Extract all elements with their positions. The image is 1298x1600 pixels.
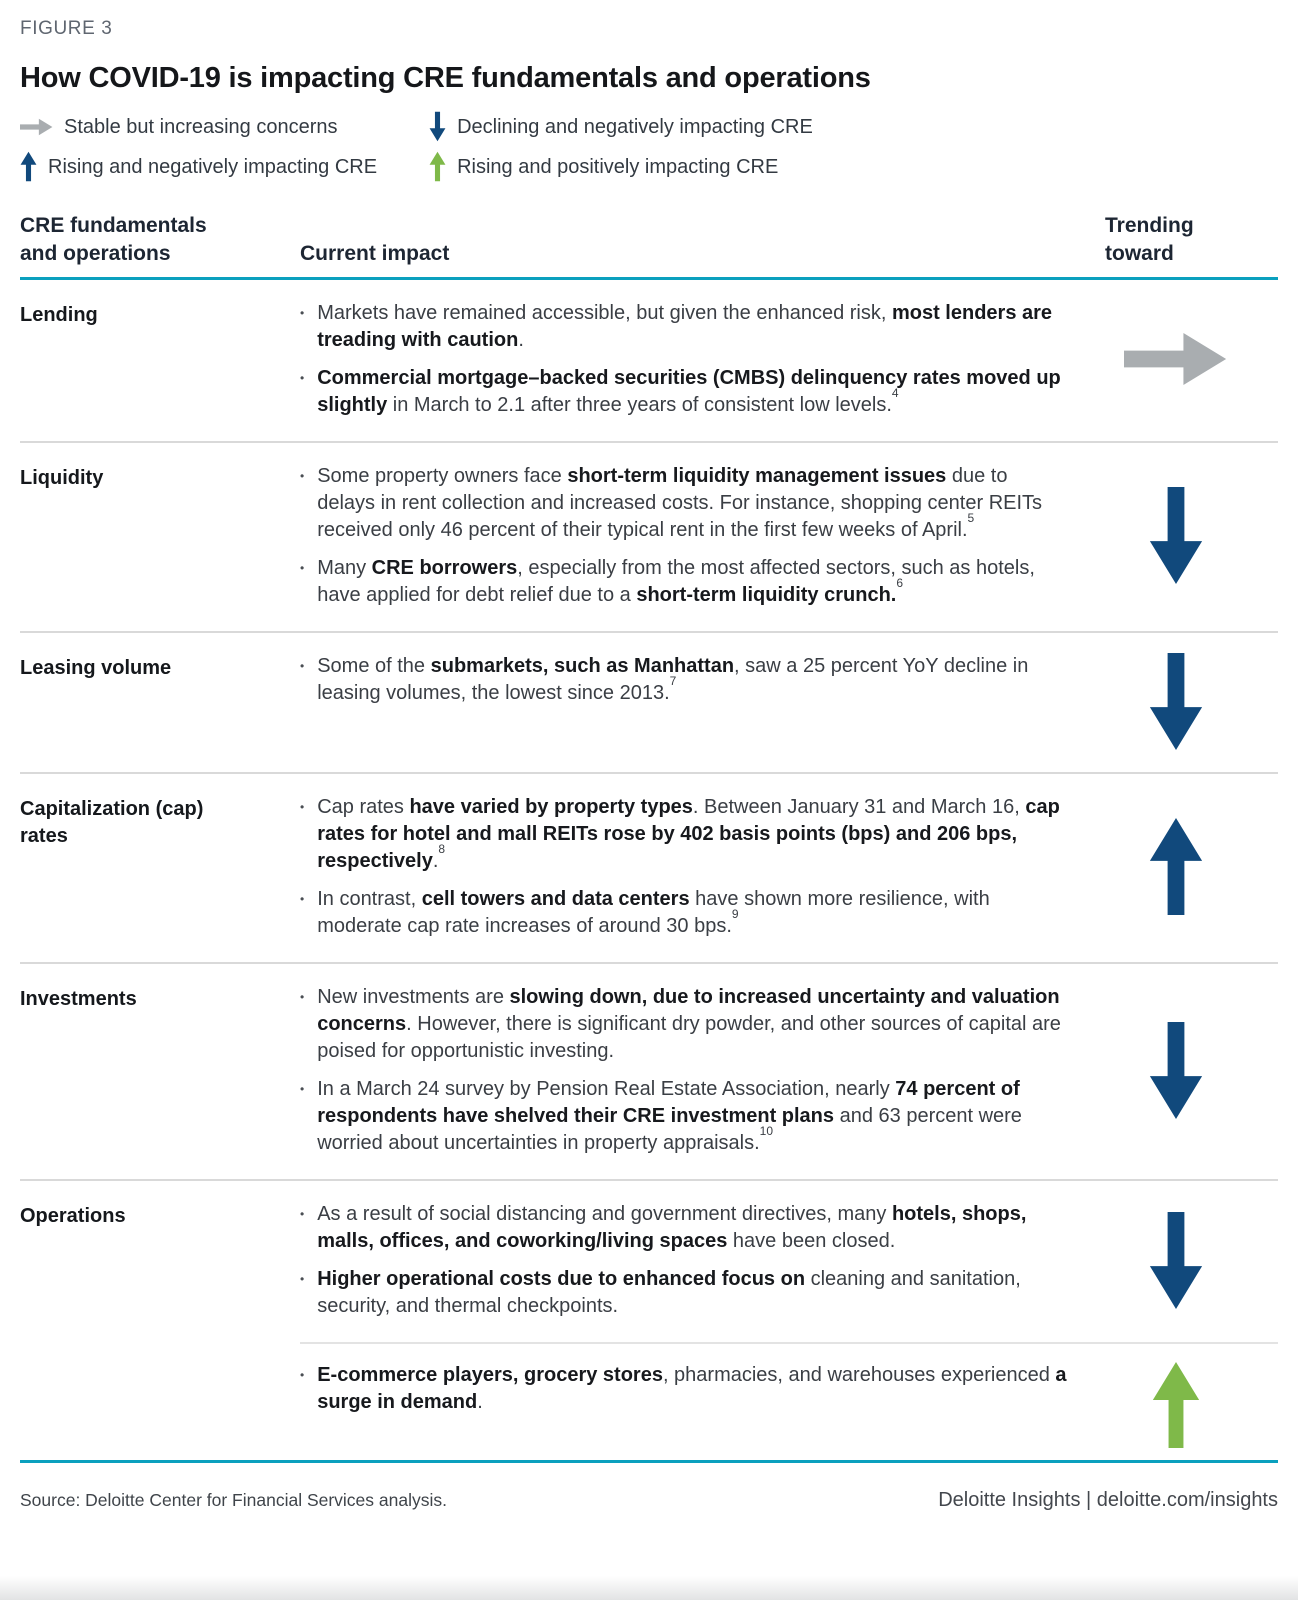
- current-impact-cell: [300, 463, 1078, 609]
- legend-item-label: Rising and negatively impacting CRE: [48, 155, 378, 178]
- down-arrow-icon: [1148, 1212, 1204, 1309]
- table-row: [20, 1179, 1278, 1342]
- bullet-icon: •: [300, 1271, 305, 1286]
- page-title: How COVID-19 is impacting CRE fundamentals and operations: [20, 62, 871, 94]
- legend-item-label: Rising and positively impacting CRE: [457, 155, 779, 178]
- bullet-icon: •: [300, 1206, 305, 1221]
- legend-item: [429, 111, 813, 142]
- bullet-item: [300, 984, 1068, 1065]
- bullet-text: As a result of social distancing and government directives, many hotels, shops, malls, offices, and coworking/living spaces have been closed.: [317, 1202, 1027, 1252]
- bullet-item: [300, 886, 1068, 940]
- current-impact-cell: [300, 794, 1078, 940]
- current-impact-cell: [300, 1362, 1078, 1438]
- table-row: [20, 631, 1278, 772]
- bullet-icon: •: [300, 1367, 305, 1382]
- current-impact-cell: [300, 300, 1078, 419]
- trending-cell: [1078, 653, 1273, 750]
- row-label-cell: [20, 1201, 300, 1320]
- bullet-item: [300, 794, 1068, 875]
- right-arrow-icon: [20, 118, 53, 136]
- up-arrow-icon: [429, 151, 446, 182]
- table-body: [20, 280, 1278, 1463]
- up-arrow-icon: [1151, 1362, 1201, 1448]
- table-row: [20, 1342, 1278, 1460]
- bullet-text: Many CRE borrowers, especially from the most affected sectors, such as hotels, have applied for debt relief due to a short-term liquidity crunch.$^6$: [317, 556, 1035, 606]
- up-arrow-icon: [1148, 818, 1204, 915]
- legend-item-label: Stable but increasing concerns: [64, 115, 338, 138]
- source-note: Source: Deloitte Center for Financial Services analysis.: [20, 1489, 447, 1510]
- down-arrow-icon: [1148, 653, 1204, 750]
- column-header-fundamentals: CRE fundamentals and operations: [20, 214, 207, 265]
- trending-cell: [1078, 984, 1273, 1157]
- row-label-cell: [20, 794, 300, 940]
- bullet-item: [300, 365, 1068, 419]
- down-arrow-icon: [429, 111, 446, 142]
- row-label: Liquidity: [20, 466, 104, 489]
- bullet-icon: •: [300, 658, 305, 673]
- table-row: [20, 772, 1278, 962]
- row-label-cell: [20, 984, 300, 1157]
- trending-cell: [1078, 1362, 1273, 1438]
- bullet-text: E-commerce players, grocery stores, pharmacies, and warehouses experienced a surge in demand.: [317, 1363, 1067, 1413]
- footer: [0, 1463, 1298, 1512]
- bullet-item: [300, 463, 1068, 544]
- bullet-item: [300, 1201, 1068, 1255]
- trending-cell: [1078, 300, 1273, 419]
- bullet-item: [300, 653, 1068, 707]
- column-header-trending-toward: Trending toward: [1105, 214, 1194, 265]
- bullet-text: Markets have remained accessible, but given the enhanced risk, most lenders are treading with caution.: [317, 301, 1053, 351]
- trending-cell: [1078, 794, 1273, 940]
- up-arrow-icon: [20, 151, 37, 182]
- table-row: [20, 280, 1278, 441]
- row-label-cell: [20, 653, 300, 750]
- bullet-icon: •: [300, 305, 305, 320]
- legend-item-label: Declining and negatively impacting CRE: [457, 115, 813, 138]
- bullet-item: [300, 300, 1068, 354]
- bullet-text: In contrast, cell towers and data centers have shown more resilience, with moderate cap rate increases of around 30 bps.$^9$: [317, 887, 990, 937]
- bullet-icon: •: [300, 891, 305, 906]
- row-label-cell: [20, 1362, 300, 1438]
- legend: [20, 111, 1278, 182]
- row-label: Investments: [20, 987, 137, 1010]
- column-header-current-impact: Current impact: [300, 241, 450, 265]
- bullet-icon: •: [300, 468, 305, 483]
- bullet-text: Commercial mortgage–backed securities (CMBS) delinquency rates moved up slightly in March to 2.1 after three years of consistent low levels.$^4$: [317, 366, 1061, 416]
- row-label-cell: [20, 463, 300, 609]
- legend-item: [20, 151, 377, 182]
- bullet-item: [300, 1266, 1068, 1320]
- bullet-item: [300, 1362, 1068, 1416]
- row-label: Operations: [20, 1204, 126, 1227]
- deloitte-insights-brand: Deloitte Insights | deloitte.com/insights: [938, 1488, 1278, 1511]
- bullet-text: Some of the submarkets, such as Manhattan, saw a 25 percent YoY decline in leasing volumes, the lowest since 2013.$^7$: [317, 654, 1029, 704]
- legend-item: [429, 151, 813, 182]
- bullet-text: Some property owners face short-term liquidity management issues due to delays in rent collection and increased costs. For instance, shopping center REITs received only 46 percent of their typical rent in the first few weeks of April.$^5$: [317, 464, 1043, 541]
- trending-cell: [1078, 1201, 1273, 1320]
- current-impact-cell: [300, 984, 1078, 1157]
- bullet-text: In a March 24 survey by Pension Real Estate Association, nearly 74 percent of respondents have shelved their CRE investment plans and 63 percent were worried about uncertainties in property appraisals.$^{10}$: [317, 1077, 1022, 1154]
- bullet-icon: •: [300, 370, 305, 385]
- down-arrow-icon: [1148, 487, 1204, 584]
- bullet-item: [300, 555, 1068, 609]
- bullet-icon: •: [300, 799, 305, 814]
- trending-cell: [1078, 463, 1273, 609]
- table-header-row: [20, 212, 1278, 280]
- bullet-icon: •: [300, 1081, 305, 1096]
- row-label: Lending: [20, 303, 98, 326]
- bullet-item: [300, 1076, 1068, 1157]
- figure-label: FIGURE 3: [20, 18, 113, 39]
- bullet-icon: •: [300, 989, 305, 1004]
- row-label-cell: [20, 300, 300, 419]
- row-label: Leasing volume: [20, 656, 172, 679]
- right-arrow-icon: [1124, 331, 1228, 387]
- current-impact-cell: [300, 653, 1078, 750]
- legend-item: [20, 111, 377, 142]
- table-row: [20, 441, 1278, 631]
- current-impact-cell: [300, 1201, 1078, 1320]
- bullet-icon: •: [300, 560, 305, 575]
- bullet-text: Cap rates have varied by property types. Between January 31 and March 16, cap rates for hotel and mall REITs rose by 402 basis points (bps) and 206 bps, respectively.$^8$: [317, 795, 1060, 872]
- table-row: [20, 962, 1278, 1179]
- row-label: Capitalization (cap) rates: [20, 797, 204, 847]
- bullet-text: Higher operational costs due to enhanced focus on cleaning and sanitation, security, and thermal checkpoints.: [317, 1267, 1021, 1317]
- bottom-gradient-band: [0, 1576, 1298, 1600]
- bullet-text: New investments are slowing down, due to increased uncertainty and valuation concerns. However, there is significant dry powder, and other sources of capital are poised for opportunistic investing.: [317, 985, 1061, 1062]
- down-arrow-icon: [1148, 1022, 1204, 1119]
